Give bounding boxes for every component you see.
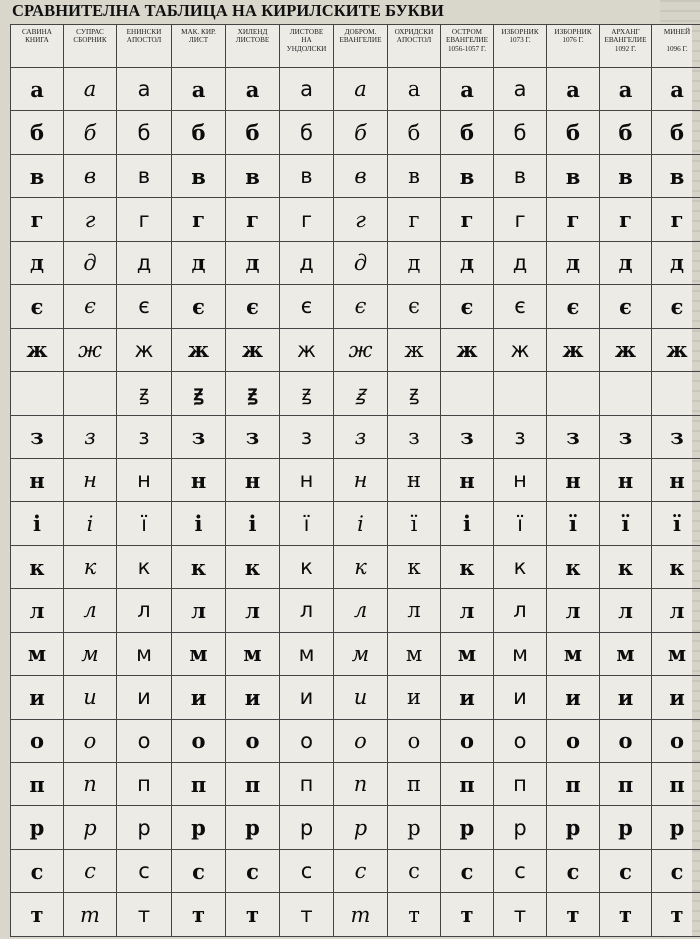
letter-cell: т xyxy=(117,893,172,936)
letter-cell: р xyxy=(494,806,547,849)
column-header: МАК. КИР. ЛИСТ xyxy=(172,25,226,68)
letter-cell: ї xyxy=(652,502,700,545)
letter-cell: и xyxy=(172,676,226,719)
letter-cell: є xyxy=(226,285,280,328)
letter-cell: т xyxy=(64,893,117,936)
letter-cell: ж xyxy=(11,329,64,372)
letter-cell: н xyxy=(11,459,64,502)
letter-cell: ж xyxy=(334,329,388,372)
letter-cell: к xyxy=(600,546,652,589)
letter-cell: м xyxy=(494,633,547,676)
letter-cell: р xyxy=(388,806,441,849)
letter-cell: п xyxy=(334,763,388,806)
letter-cell: т xyxy=(280,893,334,936)
letter-cell: з xyxy=(547,416,600,459)
letter-cell: о xyxy=(64,720,117,763)
letter-cell: м xyxy=(64,633,117,676)
letter-cell: б xyxy=(226,111,280,154)
letter-cell: и xyxy=(652,676,700,719)
letter-cell: а xyxy=(494,68,547,111)
letter-cell: г xyxy=(494,198,547,241)
letter-cell: п xyxy=(11,763,64,806)
letter-cell: н xyxy=(280,459,334,502)
letter-cell: б xyxy=(117,111,172,154)
letter-cell: л xyxy=(117,589,172,632)
letter-cell: д xyxy=(494,242,547,285)
letter-cell: н xyxy=(494,459,547,502)
letter-comparison-table xyxy=(10,24,700,937)
letter-cell: м xyxy=(652,633,700,676)
letter-cell: п xyxy=(226,763,280,806)
column-header: МИНЕЙ 1096 Г. xyxy=(652,25,700,68)
letter-cell: р xyxy=(11,806,64,849)
letter-cell: є xyxy=(547,285,600,328)
letter-cell: н xyxy=(334,459,388,502)
letter-cell: з xyxy=(334,416,388,459)
letter-cell: л xyxy=(226,589,280,632)
letter-cell: ꙃ xyxy=(388,372,441,415)
letter-cell: б xyxy=(494,111,547,154)
letter-cell: д xyxy=(652,242,700,285)
letter-cell: л xyxy=(172,589,226,632)
letter-cell: д xyxy=(64,242,117,285)
letter-cell: в xyxy=(652,155,700,198)
letter-cell: а xyxy=(652,68,700,111)
letter-cell: є xyxy=(334,285,388,328)
letter-cell: а xyxy=(600,68,652,111)
letter-cell: р xyxy=(547,806,600,849)
column-header: ИЗБОРНИК 1076 Г. xyxy=(547,25,600,68)
letter-cell: с xyxy=(600,850,652,893)
letter-cell: ї xyxy=(494,502,547,545)
letter-cell: б xyxy=(388,111,441,154)
letter-cell: м xyxy=(280,633,334,676)
letter-cell: і xyxy=(172,502,226,545)
letter-cell: б xyxy=(64,111,117,154)
letter-cell: ꙃ xyxy=(226,372,280,415)
letter-cell: г xyxy=(226,198,280,241)
letter-cell: п xyxy=(280,763,334,806)
letter-cell: г xyxy=(600,198,652,241)
letter-cell: ж xyxy=(547,329,600,372)
letter-cell: в xyxy=(388,155,441,198)
letter-cell: ж xyxy=(494,329,547,372)
letter-cell: с xyxy=(547,850,600,893)
letter-cell: п xyxy=(441,763,494,806)
letter-cell: і xyxy=(64,502,117,545)
letter-cell: л xyxy=(600,589,652,632)
letter-cell: а xyxy=(172,68,226,111)
letter-cell: ꙃ xyxy=(117,372,172,415)
letter-cell: в xyxy=(494,155,547,198)
letter-cell xyxy=(600,372,652,415)
letter-cell: ж xyxy=(172,329,226,372)
letter-cell xyxy=(547,372,600,415)
letter-cell: н xyxy=(64,459,117,502)
letter-cell: м xyxy=(11,633,64,676)
letter-cell: ї xyxy=(280,502,334,545)
letter-cell: є xyxy=(64,285,117,328)
letter-cell: в xyxy=(64,155,117,198)
letter-cell: д xyxy=(117,242,172,285)
letter-cell: л xyxy=(11,589,64,632)
letter-cell: і xyxy=(11,502,64,545)
letter-cell: р xyxy=(226,806,280,849)
letter-cell: а xyxy=(334,68,388,111)
column-header: СУПРАС СБОРНИК xyxy=(64,25,117,68)
letter-cell: а xyxy=(388,68,441,111)
letter-cell: н xyxy=(547,459,600,502)
letter-cell: б xyxy=(652,111,700,154)
letter-cell: о xyxy=(334,720,388,763)
letter-cell: ж xyxy=(652,329,700,372)
letter-cell: т xyxy=(494,893,547,936)
letter-cell: о xyxy=(280,720,334,763)
letter-cell: т xyxy=(547,893,600,936)
letter-cell: п xyxy=(494,763,547,806)
letter-cell: о xyxy=(226,720,280,763)
letter-cell: к xyxy=(64,546,117,589)
letter-cell: к xyxy=(172,546,226,589)
letter-cell: г xyxy=(441,198,494,241)
page-title: СРАВНИТЕЛНА ТАБЛИЦА НА КИРИЛСКИТЕ БУКВИ xyxy=(12,1,444,20)
letter-cell: м xyxy=(600,633,652,676)
letter-cell: з xyxy=(11,416,64,459)
letter-cell: і xyxy=(226,502,280,545)
letter-cell: п xyxy=(64,763,117,806)
letter-cell: ж xyxy=(441,329,494,372)
column-header: ИЗБОРНИК 1073 Г. xyxy=(494,25,547,68)
letter-cell: г xyxy=(547,198,600,241)
letter-cell: т xyxy=(388,893,441,936)
letter-cell: р xyxy=(64,806,117,849)
letter-cell: в xyxy=(334,155,388,198)
letter-cell: н xyxy=(388,459,441,502)
letter-cell: б xyxy=(600,111,652,154)
letter-cell: ж xyxy=(226,329,280,372)
letter-cell: и xyxy=(441,676,494,719)
letter-cell: с xyxy=(334,850,388,893)
letter-cell: г xyxy=(388,198,441,241)
letter-cell: т xyxy=(226,893,280,936)
letter-cell: в xyxy=(117,155,172,198)
letter-cell: р xyxy=(600,806,652,849)
letter-cell: з xyxy=(64,416,117,459)
letter-cell: п xyxy=(172,763,226,806)
column-header: АРХАНГ ЕВАНГЕЛИЕ 1092 Г. xyxy=(600,25,652,68)
letter-cell: о xyxy=(172,720,226,763)
letter-cell: а xyxy=(547,68,600,111)
letter-cell: в xyxy=(172,155,226,198)
letter-cell: м xyxy=(117,633,172,676)
letter-cell: з xyxy=(226,416,280,459)
letter-cell: с xyxy=(441,850,494,893)
letter-cell: к xyxy=(652,546,700,589)
letter-cell: а xyxy=(117,68,172,111)
letter-cell: ꙃ xyxy=(280,372,334,415)
letter-cell: г xyxy=(172,198,226,241)
letter-cell: и xyxy=(600,676,652,719)
letter-cell: в xyxy=(547,155,600,198)
letter-cell: л xyxy=(334,589,388,632)
letter-cell: ї xyxy=(388,502,441,545)
letter-cell: д xyxy=(226,242,280,285)
letter-cell: м xyxy=(441,633,494,676)
letter-cell: т xyxy=(334,893,388,936)
letter-cell: м xyxy=(226,633,280,676)
letter-cell: к xyxy=(388,546,441,589)
letter-cell: в xyxy=(280,155,334,198)
column-header: ОСТРОМ ЕВАНГЕЛИЕ 1056-1057 Г. xyxy=(441,25,494,68)
column-header: ОХРИДСКИ АПОСТОЛ xyxy=(388,25,441,68)
letter-cell: з xyxy=(600,416,652,459)
letter-cell: є xyxy=(388,285,441,328)
letter-cell: а xyxy=(280,68,334,111)
letter-cell: м xyxy=(388,633,441,676)
letter-cell: ꙃ xyxy=(334,372,388,415)
letter-cell: г xyxy=(280,198,334,241)
comparison-sheet xyxy=(10,24,692,936)
letter-cell: п xyxy=(600,763,652,806)
letter-cell: з xyxy=(280,416,334,459)
letter-cell: є xyxy=(117,285,172,328)
column-header: ЕНИНСКИ АПОСТОЛ xyxy=(117,25,172,68)
letter-cell xyxy=(652,372,700,415)
letter-cell: о xyxy=(441,720,494,763)
letter-cell: к xyxy=(226,546,280,589)
letter-cell: ї xyxy=(600,502,652,545)
letter-cell: л xyxy=(388,589,441,632)
letter-cell: к xyxy=(547,546,600,589)
letter-cell: и xyxy=(280,676,334,719)
letter-cell: и xyxy=(388,676,441,719)
letter-cell: д xyxy=(11,242,64,285)
letter-cell: з xyxy=(494,416,547,459)
letter-cell: к xyxy=(117,546,172,589)
letter-cell: п xyxy=(547,763,600,806)
letter-cell: к xyxy=(494,546,547,589)
letter-cell: в xyxy=(600,155,652,198)
letter-cell: п xyxy=(388,763,441,806)
letter-cell: п xyxy=(117,763,172,806)
letter-cell: о xyxy=(652,720,700,763)
letter-cell: с xyxy=(388,850,441,893)
letter-cell: о xyxy=(11,720,64,763)
letter-cell: н xyxy=(172,459,226,502)
letter-cell: р xyxy=(117,806,172,849)
letter-cell: и xyxy=(117,676,172,719)
letter-cell: с xyxy=(280,850,334,893)
letter-cell: і xyxy=(334,502,388,545)
letter-cell: т xyxy=(600,893,652,936)
letter-cell: и xyxy=(11,676,64,719)
letter-cell: р xyxy=(334,806,388,849)
letter-cell: н xyxy=(117,459,172,502)
letter-cell: с xyxy=(11,850,64,893)
letter-cell: к xyxy=(280,546,334,589)
letter-cell: о xyxy=(117,720,172,763)
letter-cell: а xyxy=(11,68,64,111)
letter-cell: г xyxy=(117,198,172,241)
letter-cell: з xyxy=(441,416,494,459)
letter-cell: з xyxy=(652,416,700,459)
letter-cell: и xyxy=(547,676,600,719)
letter-cell: н xyxy=(441,459,494,502)
letter-cell: о xyxy=(388,720,441,763)
letter-cell: с xyxy=(64,850,117,893)
letter-cell: а xyxy=(441,68,494,111)
letter-cell: є xyxy=(172,285,226,328)
letter-cell: т xyxy=(172,893,226,936)
letter-cell: р xyxy=(441,806,494,849)
letter-cell: є xyxy=(652,285,700,328)
letter-cell: в xyxy=(11,155,64,198)
letter-cell: и xyxy=(226,676,280,719)
letter-cell: д xyxy=(388,242,441,285)
letter-cell: к xyxy=(11,546,64,589)
letter-cell: в xyxy=(226,155,280,198)
letter-cell: р xyxy=(280,806,334,849)
letter-cell xyxy=(441,372,494,415)
letter-cell: п xyxy=(652,763,700,806)
letter-cell: з xyxy=(172,416,226,459)
letter-cell: л xyxy=(64,589,117,632)
letter-cell: и xyxy=(64,676,117,719)
letter-cell: а xyxy=(64,68,117,111)
letter-cell: с xyxy=(117,850,172,893)
letter-cell: с xyxy=(652,850,700,893)
letter-cell: н xyxy=(652,459,700,502)
letter-cell: ї xyxy=(117,502,172,545)
letter-cell: с xyxy=(494,850,547,893)
letter-cell: б xyxy=(172,111,226,154)
letter-cell: о xyxy=(494,720,547,763)
letter-cell: ї xyxy=(547,502,600,545)
letter-cell: м xyxy=(334,633,388,676)
letter-cell: л xyxy=(280,589,334,632)
letter-cell: т xyxy=(652,893,700,936)
letter-cell: к xyxy=(334,546,388,589)
letter-cell: г xyxy=(11,198,64,241)
letter-cell: д xyxy=(334,242,388,285)
letter-cell: р xyxy=(172,806,226,849)
letter-cell: д xyxy=(547,242,600,285)
letter-cell: о xyxy=(600,720,652,763)
letter-cell: т xyxy=(11,893,64,936)
letter-cell: ж xyxy=(388,329,441,372)
letter-cell: ж xyxy=(117,329,172,372)
letter-cell: н xyxy=(600,459,652,502)
letter-cell: и xyxy=(494,676,547,719)
column-header: ЛИСТОВЕ НА УНДОЛСКИ xyxy=(280,25,334,68)
letter-cell xyxy=(494,372,547,415)
letter-cell: ж xyxy=(64,329,117,372)
letter-cell: м xyxy=(547,633,600,676)
letter-cell: є xyxy=(11,285,64,328)
column-header: САВИНА КНИГА xyxy=(11,25,64,68)
letter-cell: л xyxy=(652,589,700,632)
letter-cell: л xyxy=(494,589,547,632)
letter-cell: а xyxy=(226,68,280,111)
letter-cell: г xyxy=(334,198,388,241)
letter-cell: ꙃ xyxy=(172,372,226,415)
letter-cell: с xyxy=(172,850,226,893)
letter-cell: є xyxy=(441,285,494,328)
letter-cell: є xyxy=(600,285,652,328)
letter-cell: д xyxy=(280,242,334,285)
letter-cell: б xyxy=(280,111,334,154)
letter-cell: и xyxy=(334,676,388,719)
letter-cell: к xyxy=(441,546,494,589)
letter-cell: д xyxy=(600,242,652,285)
letter-cell: б xyxy=(11,111,64,154)
letter-cell: с xyxy=(226,850,280,893)
letter-cell: б xyxy=(334,111,388,154)
letter-cell: т xyxy=(441,893,494,936)
column-header: ДОБРОМ. ЕВАНГЕЛИЕ xyxy=(334,25,388,68)
letter-cell: б xyxy=(441,111,494,154)
letter-cell: д xyxy=(441,242,494,285)
letter-cell: г xyxy=(652,198,700,241)
column-header: ХИЛЕНД ЛИСТОВЕ xyxy=(226,25,280,68)
letter-cell: л xyxy=(547,589,600,632)
letter-cell: ж xyxy=(280,329,334,372)
letter-cell: б xyxy=(547,111,600,154)
letter-cell: з xyxy=(388,416,441,459)
letter-cell xyxy=(11,372,64,415)
letter-cell: і xyxy=(441,502,494,545)
letter-cell xyxy=(64,372,117,415)
letter-cell: д xyxy=(172,242,226,285)
letter-cell: о xyxy=(547,720,600,763)
letter-cell: р xyxy=(652,806,700,849)
letter-cell: з xyxy=(117,416,172,459)
letter-cell: м xyxy=(172,633,226,676)
letter-cell: є xyxy=(280,285,334,328)
letter-cell: ж xyxy=(600,329,652,372)
letter-cell: л xyxy=(441,589,494,632)
letter-cell: є xyxy=(494,285,547,328)
letter-cell: г xyxy=(64,198,117,241)
letter-cell: в xyxy=(441,155,494,198)
letter-cell: н xyxy=(226,459,280,502)
